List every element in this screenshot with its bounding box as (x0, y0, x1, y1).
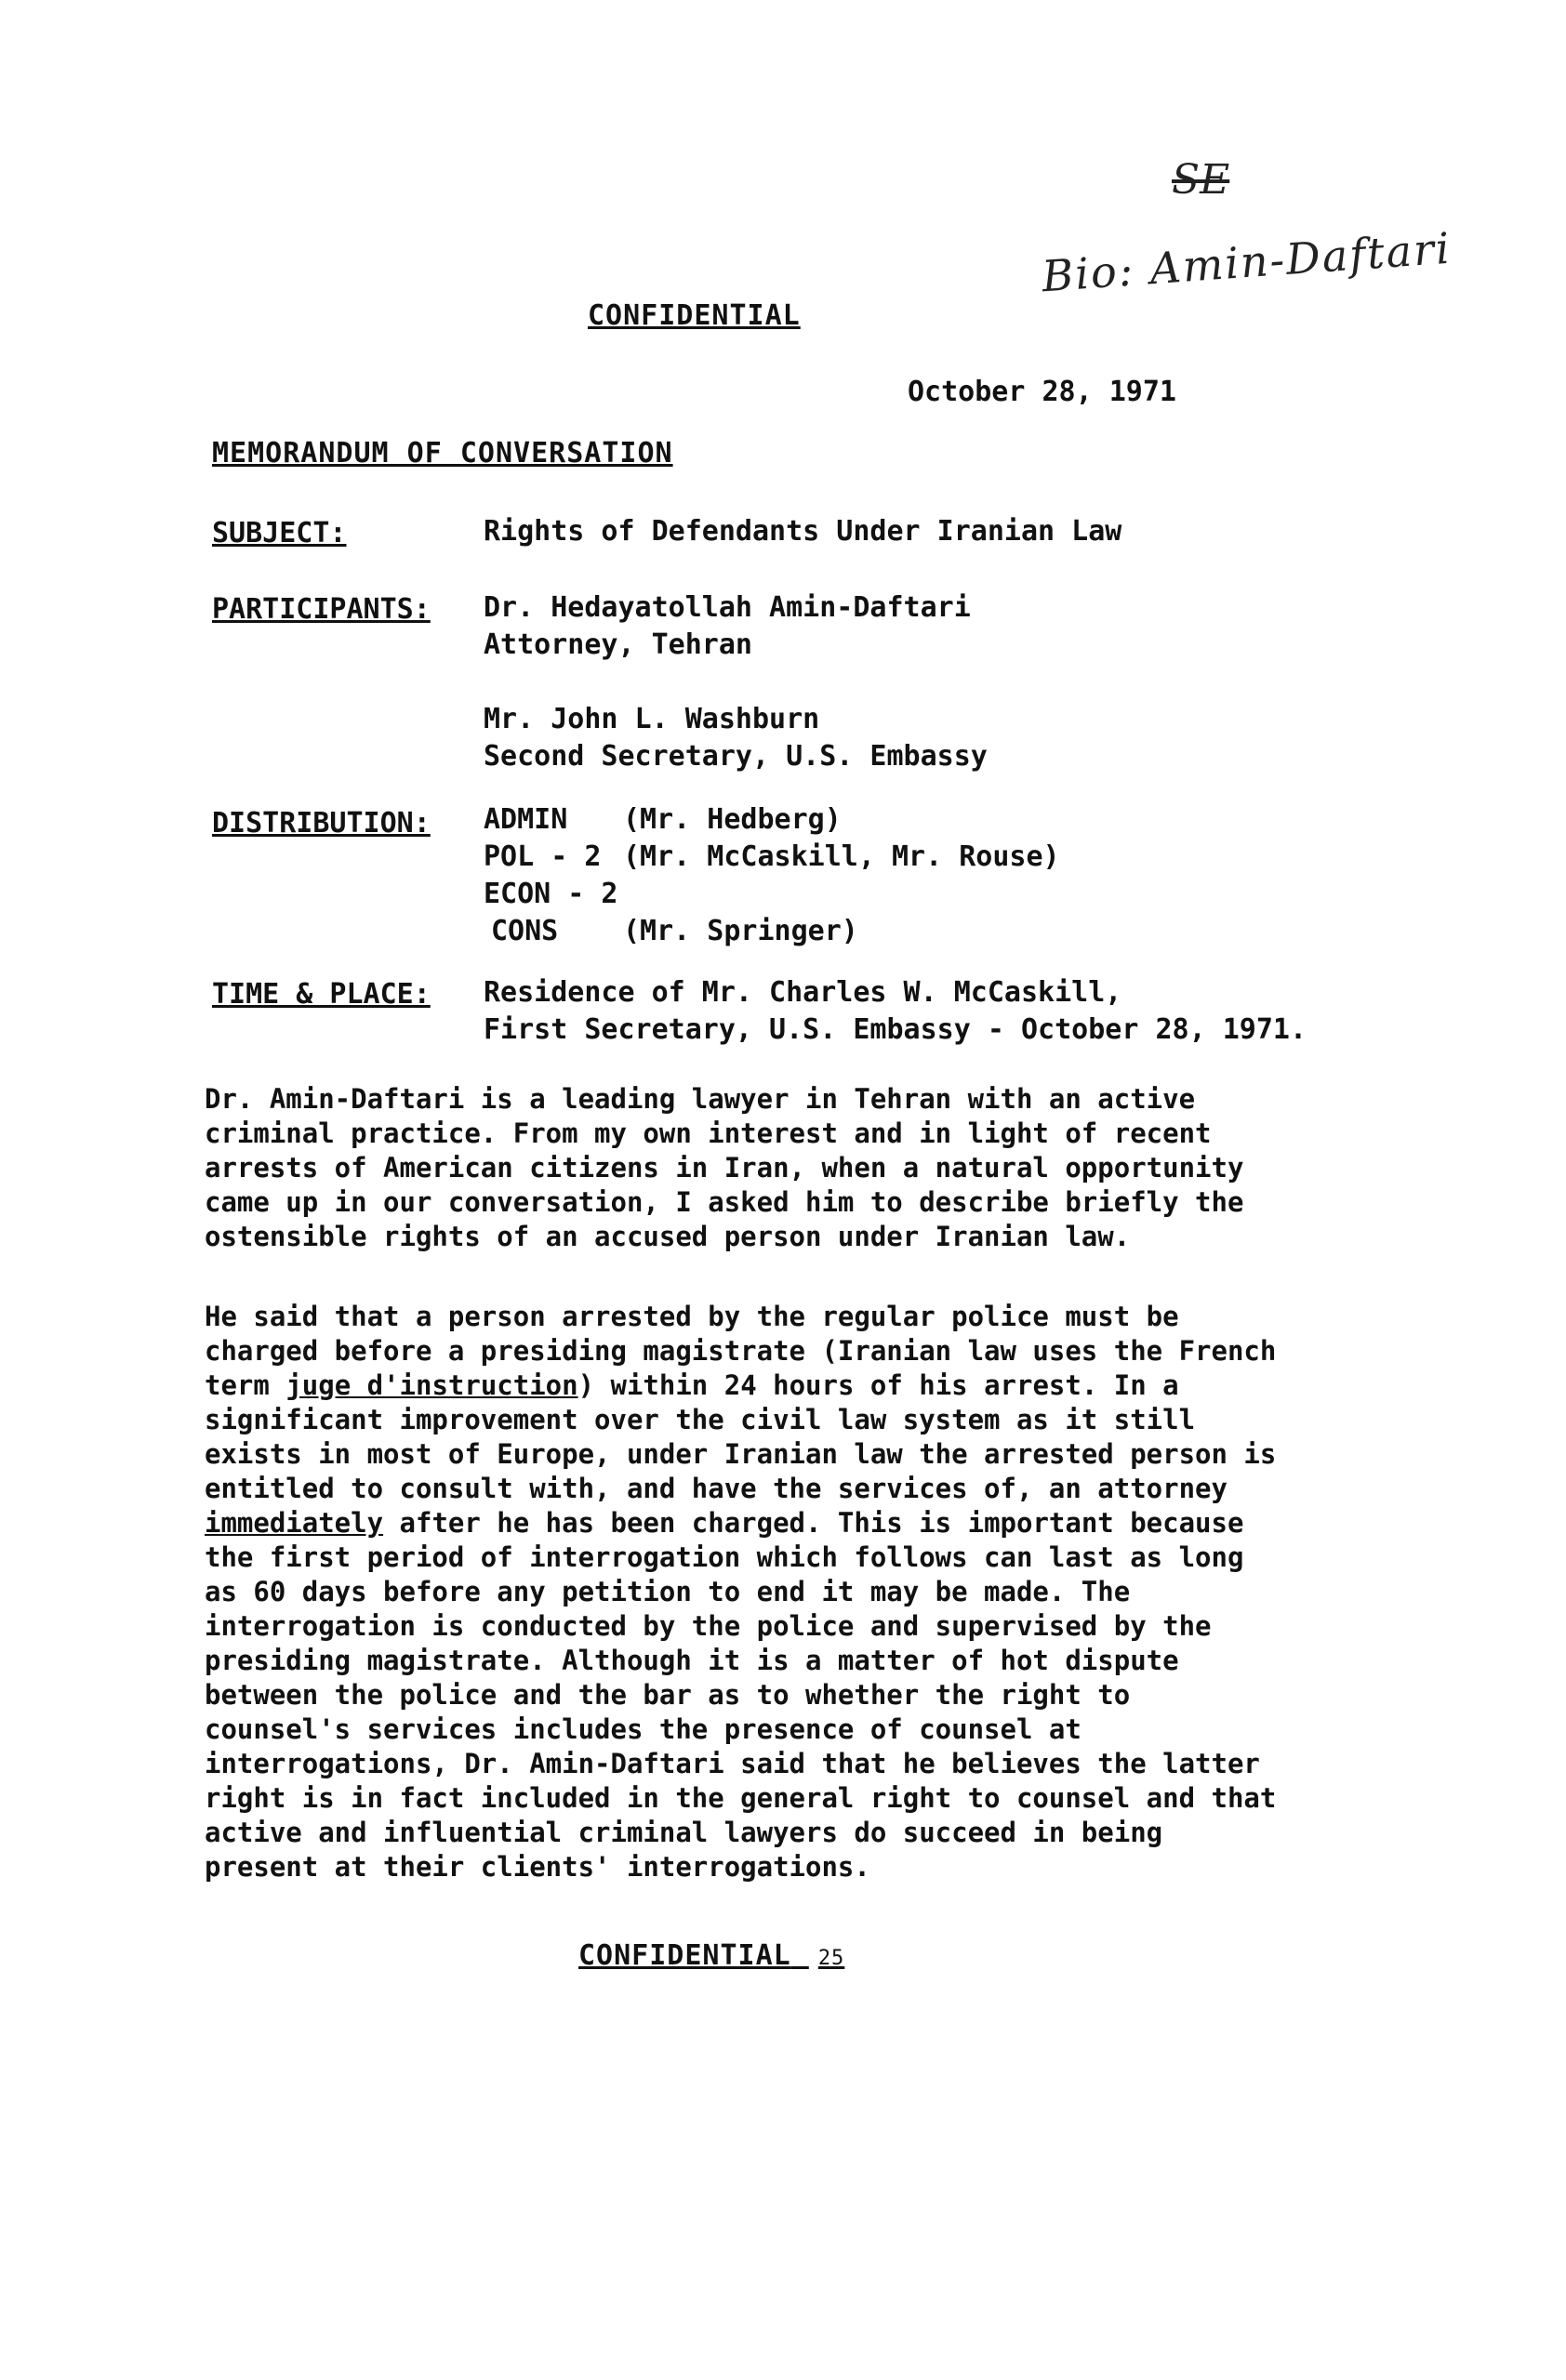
participant-2-title: Second Secretary, U.S. Embassy (484, 740, 988, 773)
classification-top: CONFIDENTIAL (588, 299, 801, 332)
distribution-line (484, 876, 1060, 913)
time-place-line-1: Residence of Mr. Charles W. McCaskill, (484, 976, 1122, 1009)
handwritten-annotation (1042, 149, 1451, 307)
subject-value: Rights of Defendants Under Iranian Law (484, 515, 1122, 548)
paragraph-2-text-a: He said that a person arrested by the regular police must be charged before a presiding magistrate (Iranian law uses the French term (205, 1301, 1277, 1401)
time-place-line-2: First Secretary, U.S. Embassy - October 28, 1971. (484, 1013, 1307, 1046)
time-place-label: TIME & PLACE: (212, 978, 431, 1011)
paragraph-2-emphasis: immediately (205, 1507, 384, 1539)
classification-bottom (578, 1939, 844, 1972)
distribution-names: (Mr. Springer) (623, 915, 858, 947)
distribution-line (484, 913, 1060, 950)
subject-label: SUBJECT: (212, 517, 347, 549)
time-place-block (484, 974, 1307, 1049)
distribution-code: ECON - 2 (484, 878, 618, 910)
distribution-code: CONS (491, 915, 559, 947)
handwritten-note: Bio: Amin-Daftari (1040, 222, 1453, 302)
distribution-line (484, 839, 1060, 876)
participants-block (484, 589, 988, 775)
page-number: 25 (817, 1947, 845, 1970)
paragraph-2-text-c: after he has been charged. This is important because the first period of interrogation which follows can last as long as 60 days before any petition to end it may be made. The interrogation is conducted by the police and supervised by the presiding magistrate. Although it is a matter of hot dispute between the police and the bar as to whether the right to counsel's services includes the presence of counsel at interrogations, Dr. Amin-Daftari said that he believes the latter right is in fact included in the general right to counsel and that active and influential criminal lawyers do succeed in being present at their clients' interrogations. (205, 1507, 1277, 1883)
classification-bottom-text: CONFIDENTIAL (578, 1939, 791, 1972)
distribution-names: (Mr. McCaskill, Mr. Rouse) (623, 840, 1060, 873)
distribution-line (484, 801, 1060, 839)
participant-1-title: Attorney, Tehran (484, 628, 752, 661)
distribution-code: POL - 2 (484, 840, 602, 873)
distribution-block (484, 801, 1060, 950)
distribution-label: DISTRIBUTION: (212, 807, 431, 840)
distribution-code: ADMIN (484, 803, 568, 836)
participants-label: PARTICIPANTS: (212, 593, 431, 626)
memo-date: October 28, 1971 (908, 376, 1176, 408)
distribution-names: (Mr. Hedberg) (623, 803, 842, 836)
paragraph-2-term: juge d'instruction (285, 1369, 578, 1401)
body-paragraph-2 (205, 1300, 1283, 1884)
participant-2-name: Mr. John L. Washburn (484, 703, 820, 735)
paragraph-2-text-b: ) within 24 hours of his arrest. In a significant improvement over the civil law system as it still exists in most of Europe, under Iranian law the arrested person is entitled to consult with, and have the services of, an attorney (205, 1369, 1277, 1504)
participant-1-name: Dr. Hedayatollah Amin-Daftari (484, 591, 971, 624)
memo-title: MEMORANDUM OF CONVERSATION (212, 437, 673, 469)
body-paragraph-1: Dr. Amin-Daftari is a leading lawyer in Tehran with an active criminal practice. From my own interest and in light of recent arrests of American citizens in Iran, when a natural opportunity came up in our conversation, I asked him to describe briefly the ostensible rights of an accused person under Iranian law. (205, 1083, 1244, 1252)
handwritten-initials: SE (1172, 156, 1230, 204)
